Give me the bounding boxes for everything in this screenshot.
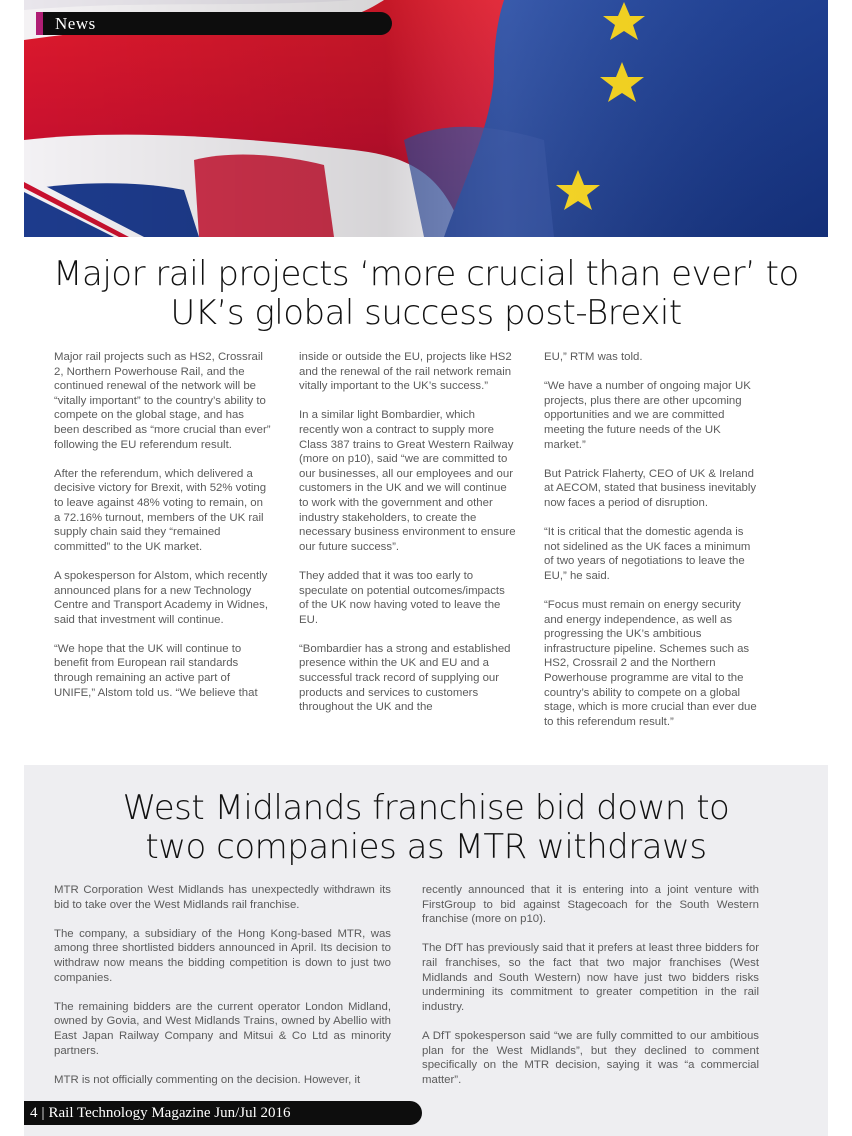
article-1-column-1	[54, 350, 272, 715]
headline-line: UK’s global success post-Brexit	[170, 293, 682, 333]
paragraph: But Patrick Flaherty, CEO of UK & Ireland at AECOM, stated that business inevitably now faces a period of disruption.	[544, 467, 757, 509]
section-tag-accent	[36, 12, 43, 35]
paragraph: “Focus must remain on energy security and energy independence, as well as progressing the UK’s ambitious infrastructure pipeline. Schemes such as HS2, Crossrail 2 and the Northern Powerhouse programme are vital to the country’s ability to compete on a global stage, which is more crucial than ever due to this referendum result.”	[544, 599, 757, 728]
article-1-column-3	[544, 350, 762, 744]
publication-name: Rail Technology Magazine Jun/Jul 2016	[48, 1104, 291, 1121]
section-tag	[36, 12, 392, 35]
hero-image	[24, 0, 828, 237]
paragraph: “It is critical that the domestic agenda is not sidelined as the UK faces a minimum of two years of negotiations to leave the EU,” he said.	[544, 526, 751, 582]
article-2-column-2	[422, 883, 759, 1102]
article-1-column-2	[299, 350, 517, 729]
page-number: 4	[30, 1104, 38, 1121]
paragraph: They added that it was too early to speculate on potential outcomes/impacts of the UK now having voted to leave the EU.	[299, 569, 505, 626]
paragraph: The company, a subsidiary of the Hong Kong-based MTR, was among three shortlisted bidders announced in April. Its decision to withdraw now means the bidding competition is down to just two companies.	[54, 927, 391, 984]
paragraph: The DfT has previously said that it prefers at least three bidders for rail franchises, so the fact that two major franchises (West Midlands and South Western) now have just two bidders risks undermining its commitment to greater competition in the rail industry.	[422, 942, 759, 1013]
paragraph: inside or outside the EU, projects like HS2 and the renewal of the rail network remain vitally important to the UK’s success.”	[299, 351, 512, 393]
paragraph: MTR Corporation West Midlands has unexpectedly withdrawn its bid to take over the West Midlands rail franchise.	[54, 884, 391, 911]
page-footer	[24, 1101, 422, 1125]
section-tag-label: News	[55, 13, 96, 33]
paragraph: In a similar light Bombardier, which recently won a contract to supply more Class 387 trains to Great Western Railway (more on p10), said “we are committed to our businesses, all our employees and our customers in the UK and we will continue to work with the government and other industry stakeholders, to create the necessary business environment to ensure our future success”.	[299, 409, 516, 553]
uk-eu-flags-image	[24, 0, 828, 237]
headline-line: Major rail projects ‘more crucial than ever’ to	[53, 254, 799, 294]
footer-separator: |	[41, 1104, 45, 1121]
article-2-column-1	[54, 883, 391, 1102]
paragraph: EU,” RTM was told.	[544, 351, 643, 363]
article-2-headline	[24, 789, 828, 867]
paragraph: The remaining bidders are the current operator London Midland, owned by Govia, and West Midlands Trains, owned by Abellio with East Japan Railway Company and Mitsui & Co Ltd as minority partners.	[54, 1000, 391, 1057]
paragraph: After the referendum, which delivered a decisive victory for Brexit, with 52% voting to leave against 48% voting to remain, on a 72.16% turnout, members of the UK rail supply chain said they “remained committed” to the UK market.	[54, 467, 267, 553]
paragraph: MTR is not officially commenting on the decision. However, it	[54, 1073, 361, 1086]
article-1-headline	[24, 255, 828, 333]
paragraph: A spokesperson for Alstom, which recently announced plans for a new Technology Centre and Transport Academy in Widnes, said that investment will continue.	[54, 569, 268, 626]
paragraph: “We hope that the UK will continue to benefit from European rail standards through remaining an active part of UNIFE,” Alstom told us. “We believe that	[54, 642, 258, 699]
paragraph: recently announced that it is entering into a joint venture with FirstGroup to bid against Stagecoach for the South Western franchise (more on p10).	[422, 884, 759, 926]
paragraph: “Bombardier has a strong and established presence within the UK and EU and a successful track record of supplying our products and services to customers throughout the UK and the	[299, 642, 511, 714]
headline-line: West Midlands franchise bid down to	[122, 788, 730, 828]
headline-line: two companies as MTR withdraws	[145, 827, 707, 867]
paragraph: A DfT spokesperson said “we are fully committed to our ambitious plan for the West Midlands”, but they declined to comment specifically on the MTR decision, saying it was “a commercial matter”.	[422, 1029, 759, 1086]
paragraph: “We have a number of ongoing major UK projects, plus there are other upcoming opportunities and we are committed meeting the future needs of the UK market.”	[544, 380, 751, 451]
paragraph: Major rail projects such as HS2, Crossrail 2, Northern Powerhouse Rail, and the continued renewal of the network will be “vitally important” to the country’s ability to compete on the global stage, and has been described as “more crucial than ever” following the EU referendum result.	[54, 351, 271, 451]
